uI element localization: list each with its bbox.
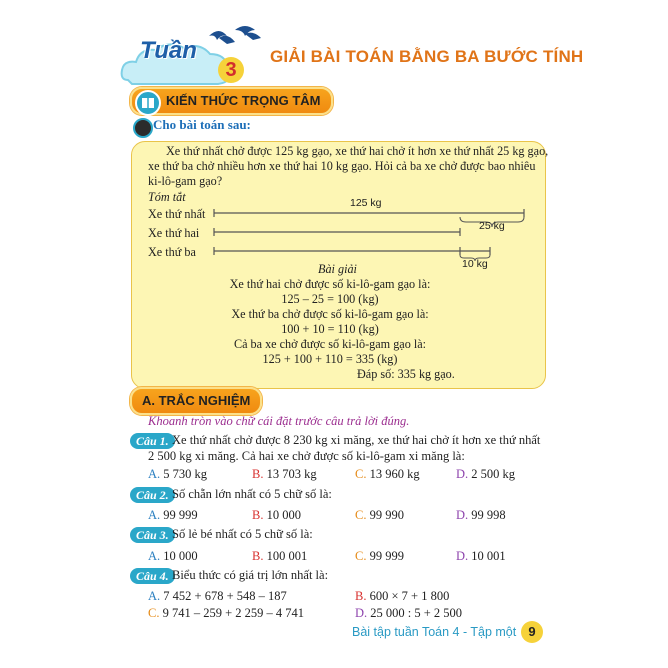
pencil-icon [133,118,153,138]
solution-line: 125 – 25 = 100 (kg) [281,292,379,306]
option-4a[interactable] [148,589,287,604]
question-text: Số chẵn lớn nhất có 5 chữ số là: [172,487,332,501]
option-4b[interactable] [355,589,449,604]
option-1d[interactable] [456,467,515,482]
solution-line: Cả ba xe chở được số ki-lô-gam gạo là: [233,337,427,351]
question-tag-2: Câu 2. [130,487,175,503]
option-1c[interactable] [355,467,420,482]
option-text: 13 703 kg [266,467,317,481]
page-number: 9 [521,621,543,643]
row-label-1: Xe thứ nhất [148,207,206,221]
question-tag-4: Câu 4. [130,568,175,584]
option-text: 10 000 [163,549,198,563]
option-letter: B. [252,508,264,522]
label-10kg: 10 kg [462,258,488,270]
quiz-instruction: Khoanh tròn vào chữ cái đặt trước câu trả lời đúng. [148,414,410,428]
option-letter: A. [148,508,161,522]
solution-line: 100 + 10 = 110 (kg) [281,322,379,336]
option-3b[interactable] [252,549,307,564]
option-letter: C. [355,467,367,481]
week-label: Tuần [140,37,197,64]
question-tag-3: Câu 3. [130,527,175,543]
option-3a[interactable] [148,549,198,564]
option-2a[interactable] [148,508,198,523]
swallow-birds-icon [205,22,265,56]
option-text: 9 741 – 259 + 2 259 – 4 741 [162,606,305,620]
option-letter: D. [456,549,469,563]
option-text: 25 000 : 5 + 2 500 [370,606,463,620]
solution-line: Xe thứ ba chở được số ki-lô-gam gạo là: [231,307,429,321]
label-25kg: 25 kg [479,220,505,232]
problem-line: ki-lô-gam gạo? [148,174,223,188]
option-text: 10 000 [266,508,301,522]
option-4c[interactable] [148,606,304,621]
option-text: 2 500 kg [471,467,516,481]
option-text: 5 730 kg [163,467,208,481]
option-2b[interactable] [252,508,301,523]
row-label-3: Xe thứ ba [148,245,196,259]
intro-label: Cho bài toán sau: [153,117,251,132]
question-text: 2 500 kg xi măng. Cả hai xe chở được số ki-lô-gam xi măng là: [148,449,465,463]
week-number: 3 [218,57,244,83]
option-letter: A. [148,467,161,481]
option-letter: B. [355,589,367,603]
problem-line: Xe thứ nhất chở được 125 kg gạo, xe thứ hai chở ít hơn xe thứ nhất 25 kg gạo, [166,144,549,158]
quiz-heading-label: A. TRẮC NGHIỆM [142,393,251,408]
solution-line: Xe thứ hai chở được số ki-lô-gam gạo là: [229,277,431,291]
question-text: Biểu thức có giá trị lớn nhất là: [172,568,329,582]
option-text: 13 960 kg [369,467,420,481]
option-text: 99 999 [163,508,198,522]
option-letter: A. [148,549,161,563]
question-text: Số lẻ bé nhất có 5 chữ số là: [172,527,313,541]
option-text: 99 990 [369,508,404,522]
option-letter: B. [252,549,264,563]
option-text: 7 452 + 678 + 548 – 187 [163,589,287,603]
solution-line: 125 + 100 + 110 = 335 (kg) [262,352,398,366]
segment-diagram [210,200,540,270]
row-label-2: Xe thứ hai [148,226,200,240]
footer-book-title: Bài tập tuần Toán 4 - Tập một [352,625,517,639]
option-letter: B. [252,467,264,481]
option-1b[interactable] [252,467,317,482]
page-title: GIẢI BÀI TOÁN BẰNG BA BƯỚC TÍNH [270,47,584,66]
option-letter: A. [148,589,161,603]
option-letter: C. [355,508,367,522]
problem-line: xe thứ ba chở nhiều hơn xe thứ hai 10 kg gạo. Hỏi cả ba xe chở được bao nhiêu [148,159,536,173]
quiz-heading [130,387,262,415]
option-4d[interactable] [355,606,462,621]
option-text: 600 × 7 + 1 800 [369,589,450,603]
option-text: 100 001 [266,549,308,563]
answer-line: Đáp số: 335 kg gạo. [357,367,455,381]
option-2d[interactable] [456,508,506,523]
question-text: Xe thứ nhất chở được 8 230 kg xi măng, xe thứ hai chở ít hơn xe thứ nhất [172,433,541,447]
option-text: 99 999 [369,549,404,563]
solution-label: Bài giải [318,262,357,276]
option-3c[interactable] [355,549,404,564]
option-3d[interactable] [456,549,506,564]
summary-label: Tóm tắt [148,190,186,204]
option-1a[interactable] [148,467,207,482]
option-letter: D. [355,606,368,620]
book-icon [135,90,161,116]
label-125kg: 125 kg [350,197,382,209]
question-tag-1: Câu 1. [130,433,175,449]
option-letter: D. [456,467,469,481]
knowledge-heading [130,87,333,115]
option-letter: C. [355,549,367,563]
option-letter: D. [456,508,469,522]
knowledge-heading-label: KIẾN THỨC TRỌNG TÂM [166,93,321,108]
option-letter: C. [148,606,160,620]
option-text: 10 001 [471,549,506,563]
option-text: 99 998 [471,508,506,522]
option-2c[interactable] [355,508,404,523]
